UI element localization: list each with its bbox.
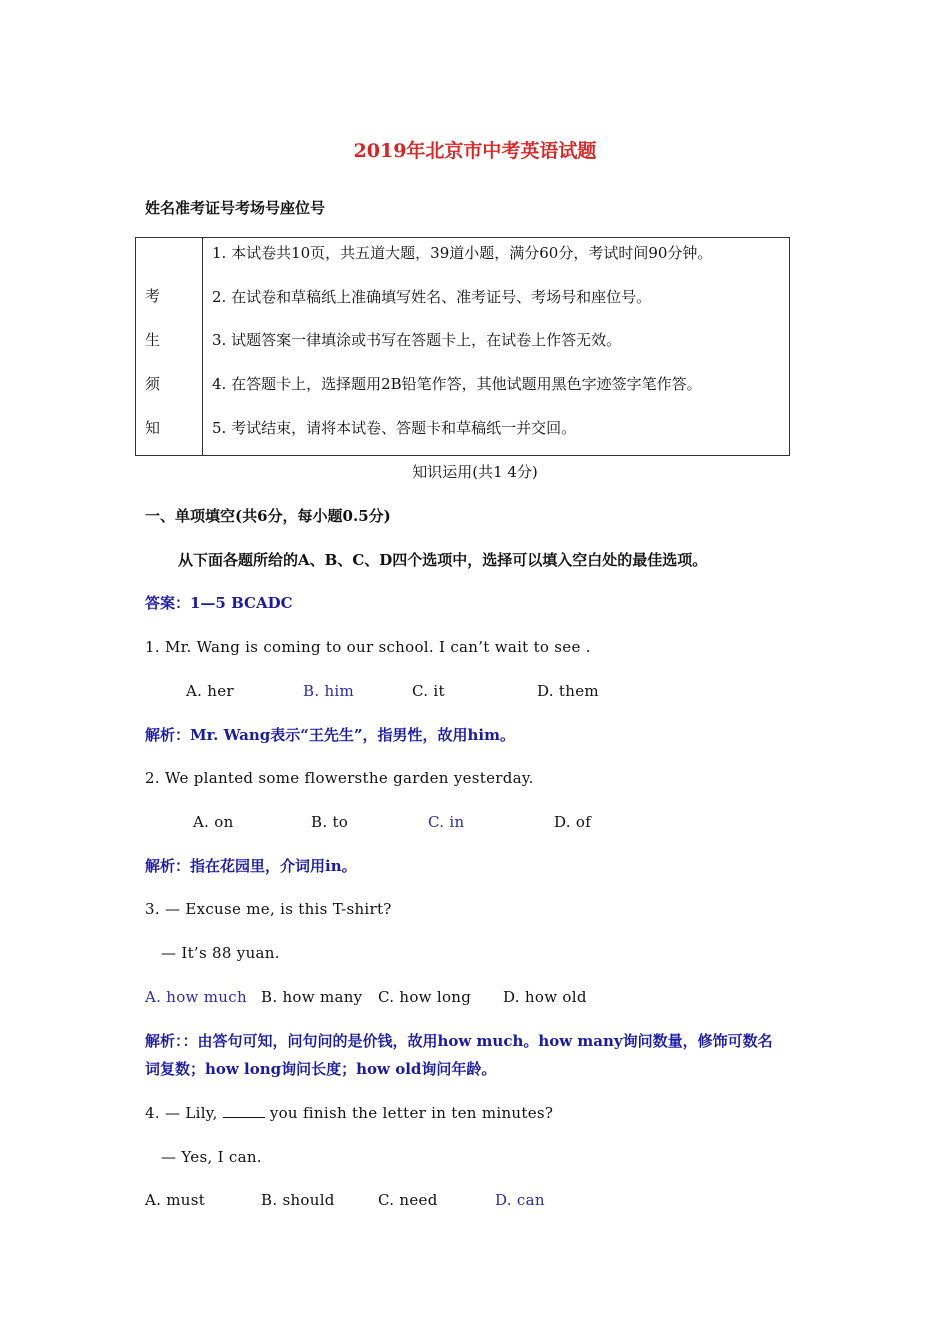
section-title: 知识运用(共1 4分) <box>412 463 538 481</box>
dialogue-reply: — It’s 88 yuan. <box>161 944 280 962</box>
analysis: 解析：指在花园里，介词用in。 <box>145 857 357 875</box>
notice-label-char: 考 <box>145 287 161 305</box>
dialogue-reply: — Yes, I can. <box>161 1148 262 1166</box>
option-correct: D. can <box>495 1191 545 1209</box>
analysis: 词复数；how long询问长度；how old询问年龄。 <box>145 1060 497 1078</box>
option: A. her <box>186 682 234 700</box>
notice-divider <box>202 238 203 455</box>
notice-item: 1. 本试卷共10页，共五道大题，39道小题，满分60分，考试时间90分钟。 <box>212 244 713 262</box>
notice-item: 3. 试题答案一律填涂或书写在答题卡上，在试卷上作答无效。 <box>212 331 622 349</box>
option: A. on <box>193 813 234 831</box>
notice-label-char: 生 <box>145 331 161 349</box>
option: D. how old <box>503 988 587 1006</box>
answer-key: 答案：1—5 BCADC <box>145 594 293 612</box>
option: C. how long <box>378 988 472 1006</box>
notice-label-char: 须 <box>145 375 161 393</box>
option: B. should <box>261 1191 335 1209</box>
question-stem: 1. Mr. Wang is coming to our school. I can’t wait to see . <box>145 638 591 656</box>
question-stem: 3. — Excuse me, is this T-shirt? <box>145 900 392 918</box>
option: C. it <box>412 682 445 700</box>
candidate-info-line: 姓名准考证号考场号座位号 <box>145 199 326 217</box>
option-correct: B. him <box>303 682 355 700</box>
document-title: 2019年北京市中考英语试题 <box>353 140 597 162</box>
question-stem <box>145 1103 553 1123</box>
option: D. of <box>554 813 592 831</box>
option: B. how many <box>261 988 363 1006</box>
option-correct: A. how much <box>145 988 247 1006</box>
notice-item: 4. 在答题卡上，选择题用2B铅笔作答，其他试题用黑色字迹签字笔作答。 <box>212 375 702 393</box>
notice-label-char: 知 <box>145 419 161 437</box>
analysis: 解析：Mr. Wang表示“王先生”，指男性，故用him。 <box>145 726 515 744</box>
option: A. must <box>145 1191 206 1209</box>
part-heading: 一、单项填空(共6分，每小题0.5分) <box>145 507 391 525</box>
question-stem-before: 4. — Lily, <box>145 1104 218 1122</box>
option: B. to <box>311 813 349 831</box>
option-correct: C. in <box>428 813 465 831</box>
answer-blank <box>223 1103 265 1118</box>
option: D. them <box>537 682 599 700</box>
analysis: 解析：：由答句可知，问句问的是价钱，故用how much。how many询问数量，修饰可数名 <box>145 1032 773 1050</box>
notice-item: 5. 考试结束，请将本试卷、答题卡和草稿纸一并交回。 <box>212 419 577 437</box>
question-stem: 2. We planted some flowersthe garden yesterday. <box>145 769 534 787</box>
question-stem-after: you finish the letter in ten minutes? <box>269 1104 554 1122</box>
exam-notice-box <box>135 237 790 456</box>
part-instruction: 从下面各题所给的A、B、C、D四个选项中，选择可以填入空白处的最佳选项。 <box>178 551 708 569</box>
notice-item: 2. 在试卷和草稿纸上准确填写姓名、准考证号、考场号和座位号。 <box>212 288 652 306</box>
option: C. need <box>378 1191 438 1209</box>
